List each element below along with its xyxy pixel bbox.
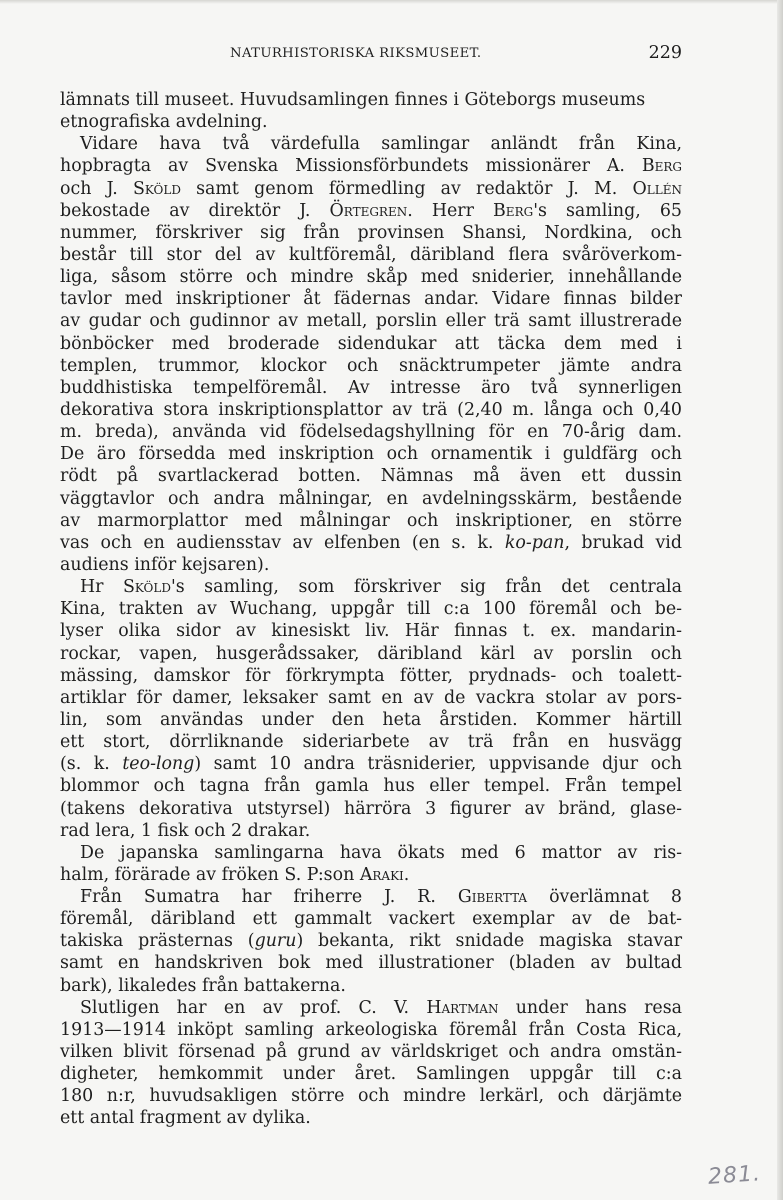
name-small-caps: Sköld — [122, 577, 171, 598]
text-segment: takiska prästernas ( — [60, 931, 255, 952]
text-segment: ett stort, dörrliknande sideriarbete av trä från en husvägg — [60, 732, 682, 753]
text-segment: 1913—1914 inköpt samling arkeologiska föremål från Costa Rica, — [60, 1019, 682, 1040]
text-segment: av marmorplattor med målningar och inskriptioner, en större — [60, 510, 682, 531]
text-segment: och J. — [60, 178, 133, 199]
text-line — [60, 178, 682, 200]
name-small-caps: Araki — [359, 864, 404, 885]
text-segment: lyser olika sidor av kinesiskt liv. Här finnas t. ex. mandarin- — [60, 621, 682, 642]
text-segment: samt en handskriven bok med illustrationer (bladen av bultad — [60, 953, 682, 974]
text-line — [60, 598, 682, 620]
text-segment: 180 n:r, huvudsakligen större och mindre lerkärl, och därjämte — [60, 1086, 682, 1107]
text-segment: ) samt 10 andra träsniderier, uppvisande djur och — [194, 754, 683, 775]
text-segment: rödt på svartlackerad botten. Nämnas må även ett dussin — [60, 466, 682, 487]
text-segment: nummer, förskriver sig från provinsen Shansi, Nordkina, och — [60, 222, 682, 243]
text-segment: rad lera, 1 fisk och 2 drakar. — [60, 820, 311, 841]
text-line — [60, 510, 682, 532]
text-line — [60, 643, 682, 665]
text-segment: Slutligen har en av prof. C. V. — [80, 997, 427, 1018]
text-segment: Kina, trakten av Wuchang, uppgår till c:a 100 föremål och be- — [60, 599, 682, 620]
text-line — [60, 421, 682, 443]
text-segment: De japanska samlingarna hava ökats med 6 mattor av ris- — [80, 842, 682, 863]
text-segment: digheter, hemkommit under året. Samlingen uppgår till c:a — [60, 1064, 682, 1085]
text-segment: 's samling, som förskriver sig från det centrala — [170, 577, 682, 598]
text-line — [60, 355, 682, 377]
text-line — [60, 333, 682, 355]
text-segment: m. breda), använda vid födelsedagshyllning för en 70-årig dam. — [60, 422, 682, 443]
text-segment: liga, såsom större och mindre skåp med sniderier, innehållande — [60, 267, 682, 288]
text-segment: . Herr — [407, 200, 494, 221]
text-line — [60, 200, 682, 222]
handwritten-pencil-note: 281. — [707, 1161, 762, 1190]
text-line — [60, 89, 682, 111]
text-line — [60, 222, 682, 244]
text-line — [60, 155, 682, 177]
text-line — [60, 753, 682, 775]
text-line — [60, 1041, 682, 1063]
text-line — [60, 443, 682, 465]
name-small-caps: Hartman — [426, 997, 499, 1018]
text-line — [60, 266, 682, 288]
text-line — [60, 1085, 682, 1107]
text-line — [60, 842, 682, 864]
italic-term: guru — [254, 931, 297, 952]
text-segment: lin, som användas under den heta årstiden. Kommer härtill — [60, 709, 682, 730]
text-line — [60, 399, 682, 421]
text-line — [60, 775, 682, 797]
text-line — [60, 133, 682, 155]
name-small-caps: Berg — [493, 200, 534, 221]
text-line — [60, 886, 682, 908]
text-line — [60, 820, 682, 842]
text-segment: mässing, damskor för förkrympta fötter, prydnads- och toalett- — [60, 665, 682, 686]
text-line — [60, 952, 682, 974]
name-small-caps: Ollén — [632, 178, 682, 199]
text-segment: lämnats till museet. Huvudsamlingen finnes i Göteborgs museums — [60, 90, 646, 110]
text-segment: (s. k. — [60, 754, 123, 775]
running-head: NATURHISTORISKA RIKSMUSEET. — [230, 46, 482, 61]
text-segment: templen, trummor, klockor och snäcktrumpeter jämte andra — [60, 355, 682, 376]
text-segment: tavlor med inskriptioner åt fädernas andar. Vidare finnas bilder — [60, 289, 682, 310]
page-header — [60, 43, 682, 68]
text-segment: hopbragta av Svenska Missionsförbundets missionärer A. — [60, 156, 642, 177]
text-line — [60, 731, 682, 753]
name-small-caps: Berg — [641, 156, 682, 177]
text-line — [60, 709, 682, 731]
text-line — [60, 997, 682, 1019]
text-segment: överlämnat 8 — [527, 887, 683, 908]
italic-term: teo-long — [122, 754, 195, 775]
text-line — [60, 1019, 682, 1041]
text-line — [60, 665, 682, 687]
page-top-edge — [0, 0, 783, 4]
text-line — [60, 798, 682, 820]
text-segment: De äro försedda med inskription och ornamentik i guldfärg och — [60, 444, 682, 465]
text-segment: under hans resa — [498, 997, 682, 1018]
name-small-caps: Gibertta — [457, 887, 528, 908]
text-line — [60, 687, 682, 709]
text-line — [60, 1063, 682, 1085]
text-segment: audiens inför kejsaren). — [60, 554, 270, 575]
text-line — [60, 111, 682, 133]
text-line — [60, 1107, 682, 1129]
text-segment: artiklar för damer, leksaker samt en av de vackra stolar av pors- — [60, 687, 682, 708]
text-line — [60, 864, 682, 886]
text-line — [60, 554, 682, 576]
text-line — [60, 377, 682, 399]
text-line — [60, 310, 682, 332]
name-small-caps: Örtegren — [329, 200, 408, 221]
text-line — [60, 620, 682, 642]
text-line — [60, 244, 682, 266]
text-segment: bönböcker med broderade sidendukar att täcka dem med i — [60, 333, 682, 354]
text-segment: består till stor del av kultföremål, däribland flera svåröverkom- — [60, 244, 682, 265]
text-segment: ) bekanta, rikt snidade magiska stavar — [296, 931, 683, 952]
text-segment: etnografiska avdelning. — [60, 112, 268, 133]
text-line — [60, 465, 682, 487]
text-line — [60, 975, 682, 997]
text-segment: , brukad vid — [564, 532, 682, 553]
body-text — [60, 89, 682, 1130]
text-segment: väggtavlor och andra målningar, en avdelningsskärm, bestående — [60, 488, 682, 509]
text-segment: ett antal fragment av dylika. — [60, 1108, 311, 1129]
text-segment: 's samling, 65 — [533, 200, 682, 221]
italic-term: ko-pan — [504, 532, 565, 553]
name-small-caps: Sköld — [132, 178, 181, 199]
text-segment: (takens dekorativa utstyrsel) härröra 3 figurer av bränd, glase- — [60, 798, 682, 819]
text-line — [60, 488, 682, 510]
text-segment: blommor och tagna från gamla hus eller tempel. Från tempel — [60, 776, 682, 797]
text-line — [60, 532, 682, 554]
text-segment: samt genom förmedling av redaktör J. M. — [180, 178, 633, 199]
page-right-edge — [777, 0, 783, 1200]
text-segment: . — [403, 864, 410, 885]
text-line — [60, 908, 682, 930]
text-segment: rockar, vapen, husgerådssaker, däribland kärl av porslin och — [60, 643, 682, 664]
text-segment: buddhistiska tempelföremål. Av intresse äro två synnerligen — [60, 377, 682, 398]
text-line — [60, 288, 682, 310]
text-segment: Hr — [80, 577, 123, 598]
text-segment: Från Sumatra har friherre J. R. — [80, 887, 458, 908]
text-segment: vas och en audiensstav av elfenben (en s. k. — [60, 532, 505, 553]
page-number: 229 — [648, 43, 682, 63]
text-segment: dekorativa stora inskriptionsplattor av trä (2,40 m. långa och 0,40 — [60, 399, 682, 420]
text-segment: halm, förärade av fröken S. P:son — [60, 864, 360, 885]
text-segment: vilken blivit försenad på grund av världskriget och andra omstän- — [60, 1042, 682, 1063]
text-segment: bekostade av direktör J. — [60, 200, 330, 221]
text-segment: av gudar och gudinnor av metall, porslin eller trä samt illustrerade — [60, 311, 682, 332]
text-line — [60, 930, 682, 952]
text-segment: bark), likaledes från battakerna. — [60, 975, 346, 996]
text-segment: Vidare hava två värdefulla samlingar anländt från Kina, — [80, 134, 682, 155]
text-line — [60, 576, 682, 598]
text-segment: föremål, däribland ett gammalt vackert exemplar av de bat- — [60, 909, 682, 930]
